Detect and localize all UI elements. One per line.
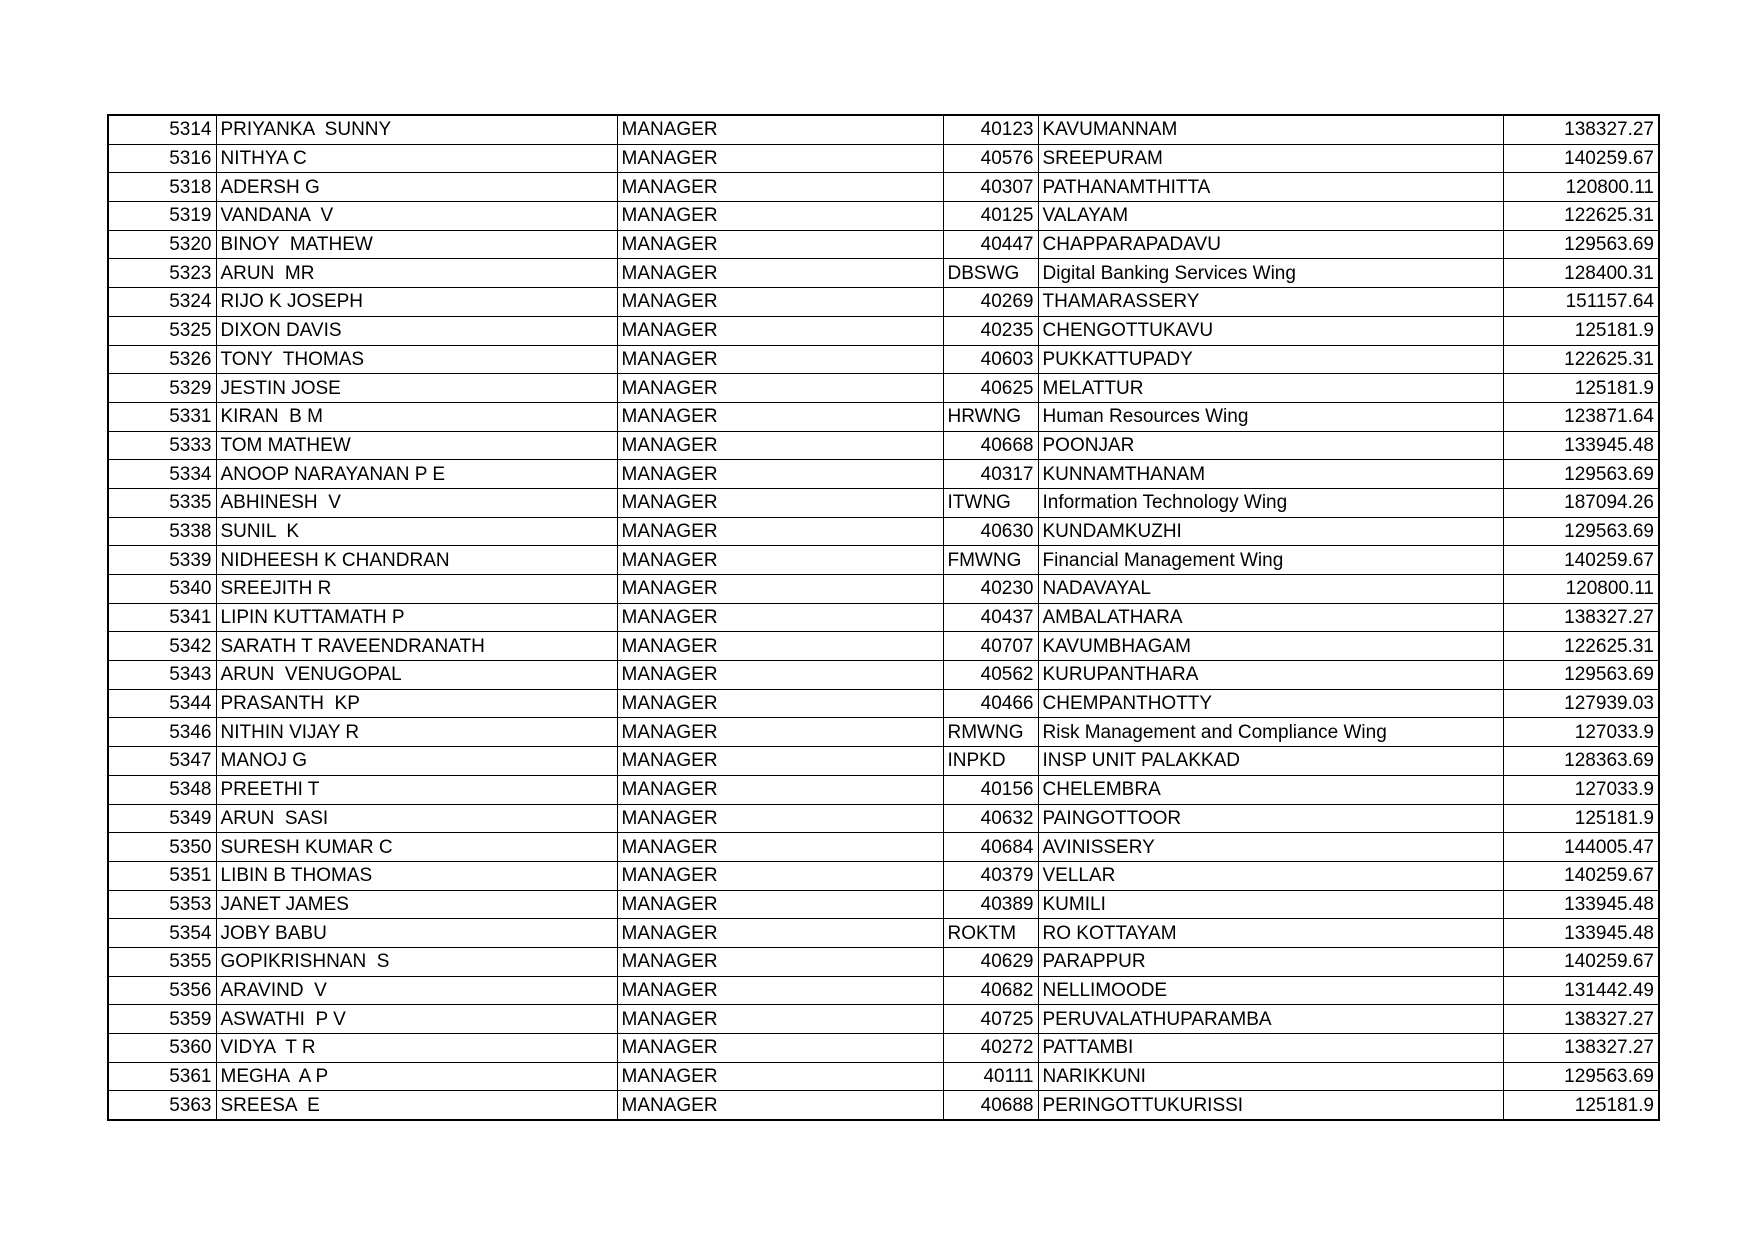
table-row xyxy=(108,689,1659,718)
branch-code-cell: 40625 xyxy=(943,374,1038,403)
designation-cell: MANAGER xyxy=(617,288,943,317)
employee-id-cell: 5339 xyxy=(108,546,216,575)
amount-cell: 140259.67 xyxy=(1503,144,1659,173)
designation-cell: MANAGER xyxy=(617,1062,943,1091)
table-row xyxy=(108,1005,1659,1034)
amount-cell: 133945.48 xyxy=(1503,919,1659,948)
designation-cell: MANAGER xyxy=(617,488,943,517)
designation-cell: MANAGER xyxy=(617,861,943,890)
branch-code-cell: 40688 xyxy=(943,1091,1038,1120)
branch-name-cell: NARIKKUNI xyxy=(1038,1062,1503,1091)
amount-cell: 138327.27 xyxy=(1503,115,1659,144)
employee-name-cell: JANET JAMES xyxy=(216,890,617,919)
designation-cell: MANAGER xyxy=(617,661,943,690)
table-row xyxy=(108,460,1659,489)
employee-id-cell: 5338 xyxy=(108,517,216,546)
employee-id-cell: 5333 xyxy=(108,431,216,460)
employee-name-cell: TOM MATHEW xyxy=(216,431,617,460)
branch-code-cell: 40682 xyxy=(943,976,1038,1005)
amount-cell: 133945.48 xyxy=(1503,890,1659,919)
table-row xyxy=(108,775,1659,804)
employee-name-cell: NIDHEESH K CHANDRAN xyxy=(216,546,617,575)
branch-code-cell: 40447 xyxy=(943,230,1038,259)
employee-name-cell: KIRAN B M xyxy=(216,402,617,431)
designation-cell: MANAGER xyxy=(617,718,943,747)
branch-code-cell: RMWNG xyxy=(943,718,1038,747)
branch-name-cell: PATTAMBI xyxy=(1038,1034,1503,1063)
designation-cell: MANAGER xyxy=(617,947,943,976)
employee-id-cell: 5347 xyxy=(108,747,216,776)
branch-code-cell: ROKTM xyxy=(943,919,1038,948)
employee-id-cell: 5340 xyxy=(108,575,216,604)
amount-cell: 138327.27 xyxy=(1503,1005,1659,1034)
table-body xyxy=(108,115,1659,1120)
branch-name-cell: INSP UNIT PALAKKAD xyxy=(1038,747,1503,776)
employee-id-cell: 5350 xyxy=(108,833,216,862)
branch-name-cell: CHEMPANTHOTTY xyxy=(1038,689,1503,718)
amount-cell: 128400.31 xyxy=(1503,259,1659,288)
designation-cell: MANAGER xyxy=(617,1091,943,1120)
amount-cell: 120800.11 xyxy=(1503,575,1659,604)
table-row xyxy=(108,1091,1659,1120)
branch-code-cell: ITWNG xyxy=(943,488,1038,517)
employee-id-cell: 5361 xyxy=(108,1062,216,1091)
amount-cell: 122625.31 xyxy=(1503,632,1659,661)
employee-name-cell: LIBIN B THOMAS xyxy=(216,861,617,890)
amount-cell: 133945.48 xyxy=(1503,431,1659,460)
branch-name-cell: PERUVALATHUPARAMBA xyxy=(1038,1005,1503,1034)
table-row xyxy=(108,976,1659,1005)
employee-name-cell: MANOJ G xyxy=(216,747,617,776)
table-row xyxy=(108,345,1659,374)
branch-name-cell: Human Resources Wing xyxy=(1038,402,1503,431)
branch-code-cell: 40111 xyxy=(943,1062,1038,1091)
data-sheet xyxy=(107,114,1658,1121)
amount-cell: 140259.67 xyxy=(1503,861,1659,890)
amount-cell: 120800.11 xyxy=(1503,173,1659,202)
employee-id-cell: 5351 xyxy=(108,861,216,890)
branch-name-cell: PARAPPUR xyxy=(1038,947,1503,976)
branch-code-cell: 40629 xyxy=(943,947,1038,976)
employee-name-cell: ANOOP NARAYANAN P E xyxy=(216,460,617,489)
table-row xyxy=(108,890,1659,919)
amount-cell: 128363.69 xyxy=(1503,747,1659,776)
branch-code-cell: DBSWG xyxy=(943,259,1038,288)
amount-cell: 140259.67 xyxy=(1503,947,1659,976)
designation-cell: MANAGER xyxy=(617,1034,943,1063)
employee-name-cell: ARAVIND V xyxy=(216,976,617,1005)
employee-id-cell: 5343 xyxy=(108,661,216,690)
employee-id-cell: 5318 xyxy=(108,173,216,202)
employee-id-cell: 5344 xyxy=(108,689,216,718)
designation-cell: MANAGER xyxy=(617,402,943,431)
employee-name-cell: TONY THOMAS xyxy=(216,345,617,374)
designation-cell: MANAGER xyxy=(617,173,943,202)
employee-id-cell: 5329 xyxy=(108,374,216,403)
branch-code-cell: 40466 xyxy=(943,689,1038,718)
employee-name-cell: NITHIN VIJAY R xyxy=(216,718,617,747)
amount-cell: 125181.9 xyxy=(1503,316,1659,345)
table-row xyxy=(108,661,1659,690)
employee-name-cell: SURESH KUMAR C xyxy=(216,833,617,862)
employee-name-cell: JESTIN JOSE xyxy=(216,374,617,403)
branch-code-cell: 40125 xyxy=(943,202,1038,231)
branch-name-cell: VELLAR xyxy=(1038,861,1503,890)
employee-id-cell: 5353 xyxy=(108,890,216,919)
branch-name-cell: KAVUMANNAM xyxy=(1038,115,1503,144)
amount-cell: 129563.69 xyxy=(1503,230,1659,259)
employee-id-cell: 5324 xyxy=(108,288,216,317)
employee-id-cell: 5319 xyxy=(108,202,216,231)
table-row xyxy=(108,115,1659,144)
designation-cell: MANAGER xyxy=(617,976,943,1005)
branch-name-cell: MELATTUR xyxy=(1038,374,1503,403)
designation-cell: MANAGER xyxy=(617,546,943,575)
employee-name-cell: SREEJITH R xyxy=(216,575,617,604)
employee-id-cell: 5335 xyxy=(108,488,216,517)
branch-name-cell: RO KOTTAYAM xyxy=(1038,919,1503,948)
employee-name-cell: RIJO K JOSEPH xyxy=(216,288,617,317)
employee-name-cell: BINOY MATHEW xyxy=(216,230,617,259)
branch-name-cell: KURUPANTHARA xyxy=(1038,661,1503,690)
table-row xyxy=(108,947,1659,976)
employee-id-cell: 5349 xyxy=(108,804,216,833)
branch-name-cell: POONJAR xyxy=(1038,431,1503,460)
table-row xyxy=(108,431,1659,460)
table-row xyxy=(108,488,1659,517)
branch-code-cell: HRWNG xyxy=(943,402,1038,431)
table-row xyxy=(108,316,1659,345)
branch-code-cell: 40707 xyxy=(943,632,1038,661)
table-row xyxy=(108,173,1659,202)
branch-name-cell: Risk Management and Compliance Wing xyxy=(1038,718,1503,747)
branch-code-cell: 40684 xyxy=(943,833,1038,862)
branch-code-cell: 40725 xyxy=(943,1005,1038,1034)
table-row xyxy=(108,230,1659,259)
table-row xyxy=(108,747,1659,776)
designation-cell: MANAGER xyxy=(617,460,943,489)
table-row xyxy=(108,517,1659,546)
employee-name-cell: SREESA E xyxy=(216,1091,617,1120)
employee-id-cell: 5326 xyxy=(108,345,216,374)
designation-cell: MANAGER xyxy=(617,230,943,259)
branch-name-cell: CHAPPARAPADAVU xyxy=(1038,230,1503,259)
branch-name-cell: KUNNAMTHANAM xyxy=(1038,460,1503,489)
employee-name-cell: GOPIKRISHNAN S xyxy=(216,947,617,976)
branch-name-cell: PUKKATTUPADY xyxy=(1038,345,1503,374)
employee-id-cell: 5331 xyxy=(108,402,216,431)
branch-code-cell: 40230 xyxy=(943,575,1038,604)
branch-name-cell: Digital Banking Services Wing xyxy=(1038,259,1503,288)
designation-cell: MANAGER xyxy=(617,919,943,948)
branch-code-cell: 40269 xyxy=(943,288,1038,317)
table-row xyxy=(108,144,1659,173)
designation-cell: MANAGER xyxy=(617,144,943,173)
branch-code-cell: FMWNG xyxy=(943,546,1038,575)
branch-name-cell: CHELEMBRA xyxy=(1038,775,1503,804)
table-row xyxy=(108,402,1659,431)
employee-id-cell: 5323 xyxy=(108,259,216,288)
amount-cell: 138327.27 xyxy=(1503,1034,1659,1063)
amount-cell: 125181.9 xyxy=(1503,374,1659,403)
branch-code-cell: INPKD xyxy=(943,747,1038,776)
amount-cell: 123871.64 xyxy=(1503,402,1659,431)
designation-cell: MANAGER xyxy=(617,632,943,661)
branch-name-cell: NELLIMOODE xyxy=(1038,976,1503,1005)
employee-id-cell: 5334 xyxy=(108,460,216,489)
table-row xyxy=(108,288,1659,317)
designation-cell: MANAGER xyxy=(617,804,943,833)
employee-name-cell: PRASANTH KP xyxy=(216,689,617,718)
employee-id-cell: 5348 xyxy=(108,775,216,804)
amount-cell: 138327.27 xyxy=(1503,603,1659,632)
table-row xyxy=(108,718,1659,747)
designation-cell: MANAGER xyxy=(617,689,943,718)
designation-cell: MANAGER xyxy=(617,345,943,374)
amount-cell: 131442.49 xyxy=(1503,976,1659,1005)
table-row xyxy=(108,632,1659,661)
branch-name-cell: PATHANAMTHITTA xyxy=(1038,173,1503,202)
designation-cell: MANAGER xyxy=(617,259,943,288)
employee-name-cell: JOBY BABU xyxy=(216,919,617,948)
amount-cell: 129563.69 xyxy=(1503,1062,1659,1091)
branch-code-cell: 40317 xyxy=(943,460,1038,489)
branch-name-cell: AMBALATHARA xyxy=(1038,603,1503,632)
table-row xyxy=(108,1034,1659,1063)
employee-name-cell: PREETHI T xyxy=(216,775,617,804)
branch-code-cell: 40632 xyxy=(943,804,1038,833)
employee-id-cell: 5359 xyxy=(108,1005,216,1034)
employee-name-cell: VANDANA V xyxy=(216,202,617,231)
amount-cell: 151157.64 xyxy=(1503,288,1659,317)
employee-id-cell: 5355 xyxy=(108,947,216,976)
branch-name-cell: CHENGOTTUKAVU xyxy=(1038,316,1503,345)
branch-name-cell: KAVUMBHAGAM xyxy=(1038,632,1503,661)
branch-code-cell: 40603 xyxy=(943,345,1038,374)
designation-cell: MANAGER xyxy=(617,1005,943,1034)
branch-name-cell: THAMARASSERY xyxy=(1038,288,1503,317)
table-row xyxy=(108,259,1659,288)
employee-name-cell: ARUN MR xyxy=(216,259,617,288)
amount-cell: 127939.03 xyxy=(1503,689,1659,718)
table-row xyxy=(108,804,1659,833)
employee-id-cell: 5342 xyxy=(108,632,216,661)
employee-name-cell: SUNIL K xyxy=(216,517,617,546)
branch-code-cell: 40437 xyxy=(943,603,1038,632)
table-row xyxy=(108,603,1659,632)
designation-cell: MANAGER xyxy=(617,374,943,403)
amount-cell: 127033.9 xyxy=(1503,775,1659,804)
branch-name-cell: SREEPURAM xyxy=(1038,144,1503,173)
designation-cell: MANAGER xyxy=(617,775,943,804)
branch-code-cell: 40576 xyxy=(943,144,1038,173)
employee-name-cell: ARUN SASI xyxy=(216,804,617,833)
branch-name-cell: NADAVAYAL xyxy=(1038,575,1503,604)
employee-name-cell: ABHINESH V xyxy=(216,488,617,517)
branch-code-cell: 40389 xyxy=(943,890,1038,919)
employee-name-cell: LIPIN KUTTAMATH P xyxy=(216,603,617,632)
designation-cell: MANAGER xyxy=(617,747,943,776)
designation-cell: MANAGER xyxy=(617,833,943,862)
employee-name-cell: MEGHA A P xyxy=(216,1062,617,1091)
employee-id-cell: 5320 xyxy=(108,230,216,259)
designation-cell: MANAGER xyxy=(617,603,943,632)
amount-cell: 129563.69 xyxy=(1503,661,1659,690)
table-row xyxy=(108,546,1659,575)
branch-name-cell: VALAYAM xyxy=(1038,202,1503,231)
amount-cell: 125181.9 xyxy=(1503,1091,1659,1120)
branch-name-cell: Financial Management Wing xyxy=(1038,546,1503,575)
branch-code-cell: 40379 xyxy=(943,861,1038,890)
designation-cell: MANAGER xyxy=(617,890,943,919)
branch-code-cell: 40630 xyxy=(943,517,1038,546)
amount-cell: 129563.69 xyxy=(1503,517,1659,546)
branch-code-cell: 40123 xyxy=(943,115,1038,144)
table-row xyxy=(108,919,1659,948)
branch-name-cell: KUNDAMKUZHI xyxy=(1038,517,1503,546)
employee-id-cell: 5325 xyxy=(108,316,216,345)
employee-name-cell: DIXON DAVIS xyxy=(216,316,617,345)
designation-cell: MANAGER xyxy=(617,316,943,345)
table-row xyxy=(108,833,1659,862)
branch-name-cell: KUMILI xyxy=(1038,890,1503,919)
table-row xyxy=(108,1062,1659,1091)
amount-cell: 187094.26 xyxy=(1503,488,1659,517)
branch-name-cell: AVINISSERY xyxy=(1038,833,1503,862)
employee-name-cell: PRIYANKA SUNNY xyxy=(216,115,617,144)
designation-cell: MANAGER xyxy=(617,517,943,546)
amount-cell: 127033.9 xyxy=(1503,718,1659,747)
amount-cell: 144005.47 xyxy=(1503,833,1659,862)
employee-name-cell: ASWATHI P V xyxy=(216,1005,617,1034)
employee-id-cell: 5314 xyxy=(108,115,216,144)
branch-code-cell: 40272 xyxy=(943,1034,1038,1063)
employee-id-cell: 5341 xyxy=(108,603,216,632)
amount-cell: 129563.69 xyxy=(1503,460,1659,489)
employee-name-cell: NITHYA C xyxy=(216,144,617,173)
table-row xyxy=(108,374,1659,403)
branch-code-cell: 40235 xyxy=(943,316,1038,345)
branch-name-cell: Information Technology Wing xyxy=(1038,488,1503,517)
employee-table xyxy=(107,114,1660,1121)
table-row xyxy=(108,575,1659,604)
branch-code-cell: 40668 xyxy=(943,431,1038,460)
amount-cell: 140259.67 xyxy=(1503,546,1659,575)
amount-cell: 122625.31 xyxy=(1503,202,1659,231)
branch-code-cell: 40562 xyxy=(943,661,1038,690)
employee-id-cell: 5316 xyxy=(108,144,216,173)
designation-cell: MANAGER xyxy=(617,431,943,460)
amount-cell: 122625.31 xyxy=(1503,345,1659,374)
employee-name-cell: ADERSH G xyxy=(216,173,617,202)
amount-cell: 125181.9 xyxy=(1503,804,1659,833)
branch-name-cell: PAINGOTTOOR xyxy=(1038,804,1503,833)
designation-cell: MANAGER xyxy=(617,115,943,144)
branch-name-cell: PERINGOTTUKURISSI xyxy=(1038,1091,1503,1120)
employee-name-cell: SARATH T RAVEENDRANATH xyxy=(216,632,617,661)
table-row xyxy=(108,202,1659,231)
employee-id-cell: 5354 xyxy=(108,919,216,948)
table-row xyxy=(108,861,1659,890)
employee-id-cell: 5346 xyxy=(108,718,216,747)
designation-cell: MANAGER xyxy=(617,575,943,604)
employee-id-cell: 5356 xyxy=(108,976,216,1005)
employee-name-cell: VIDYA T R xyxy=(216,1034,617,1063)
designation-cell: MANAGER xyxy=(617,202,943,231)
branch-code-cell: 40156 xyxy=(943,775,1038,804)
employee-id-cell: 5363 xyxy=(108,1091,216,1120)
branch-code-cell: 40307 xyxy=(943,173,1038,202)
employee-id-cell: 5360 xyxy=(108,1034,216,1063)
employee-name-cell: ARUN VENUGOPAL xyxy=(216,661,617,690)
